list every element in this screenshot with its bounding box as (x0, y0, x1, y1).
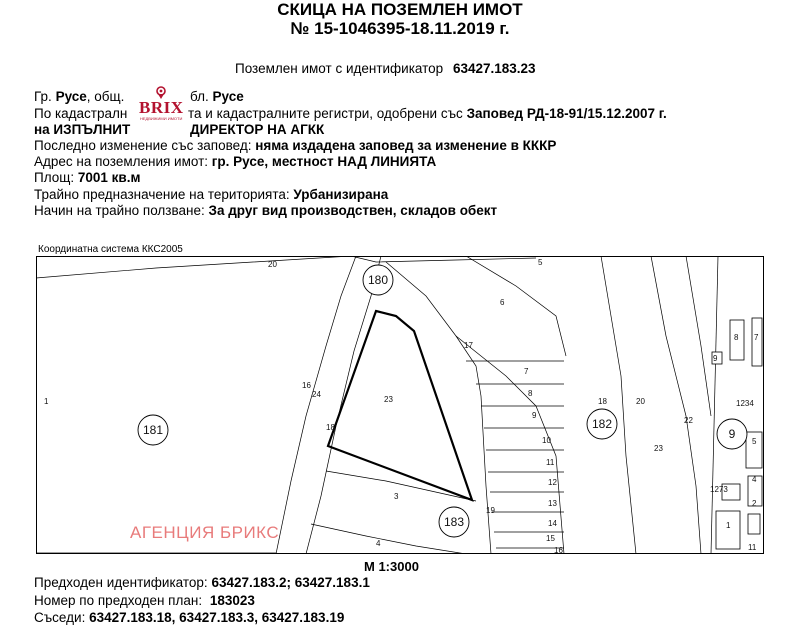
circle-label-183 (439, 507, 469, 537)
map-frame (37, 257, 764, 554)
parcel-label: 4 (376, 539, 381, 548)
info-line-region (190, 89, 244, 105)
document-number: № 15-1046395-18.11.2019 г. (290, 19, 510, 38)
info-line-last-change (34, 138, 556, 154)
last-change-label: Последно изменение със заповед: (34, 138, 252, 153)
info-line-director-b: ДИРЕКТОР НА АГКК (190, 122, 325, 137)
logo-subtext: НЕДВИЖИМИ ИМОТИ (140, 116, 183, 121)
parcel-label: 7 (754, 333, 759, 342)
info-line-purpose (34, 187, 388, 203)
previous-plan-label: Номер по предходен план: (34, 593, 203, 608)
parcel-label: 14 (548, 519, 557, 528)
coordinate-system-label: Координатна система ККС2005 (38, 244, 183, 255)
parcel-label: 1 (726, 521, 731, 530)
region-value: Русе (212, 89, 244, 104)
logo-text: BRIX (139, 98, 184, 117)
svg-text:9: 9 (728, 427, 736, 441)
address-label: Адрес на поземления имот: (34, 154, 209, 169)
info-line-area (34, 170, 140, 186)
parcel-label: 2 (752, 499, 757, 508)
previous-plan-line (34, 593, 255, 608)
parcel-label: 18 (598, 397, 607, 406)
cadastral-order: Заповед РД-18-91/15.12.2007 г. (466, 106, 667, 121)
info-line-director-a: на ИЗПЪЛНИТ (34, 122, 131, 137)
info-line-cadastral-b (188, 106, 667, 122)
parcel-label: 11 (748, 543, 757, 552)
parcel-label: 9 (532, 411, 537, 420)
address-value: гр. Русе, местност НАД ЛИНИЯТА (211, 154, 437, 169)
parcel-label: 7 (524, 367, 529, 376)
cadastral-prefix: По кадастралн (34, 106, 128, 121)
brix-logo (136, 86, 188, 122)
map-scale: М 1:3000 (364, 559, 419, 574)
agency-watermark: АГЕНЦИЯ БРИКС (130, 523, 280, 542)
parcel-label: 15 (546, 534, 555, 543)
cadastral-text: та и кадастралните регистри, одобрени със (188, 106, 463, 121)
parcel-label: 12 (548, 478, 557, 487)
parcel-label: 20 (268, 260, 277, 269)
parcel-label: 23 (654, 444, 663, 453)
info-line-usage (34, 203, 497, 219)
usage-value: За друг вид производствен, складов обект (208, 203, 498, 218)
circle-label-182 (587, 409, 617, 439)
purpose-label: Трайно предназначение на територията: (34, 187, 290, 202)
neighbors-value: 63427.183.18, 63427.183.3, 63427.183.19 (89, 610, 345, 625)
parcel-label: 8 (734, 333, 739, 342)
previous-plan-value: 183023 (209, 593, 255, 608)
parcel-label: 10 (542, 436, 551, 445)
svg-text:180: 180 (367, 273, 389, 287)
identifier-label: Поземлен имот с идентификатор (235, 61, 444, 76)
parcel-label: 13 (548, 499, 557, 508)
cadastral-map (36, 256, 764, 554)
usage-label: Начин на трайно ползване: (34, 203, 205, 218)
purpose-value: Урбанизирана (293, 187, 389, 202)
previous-identifier-line (34, 575, 370, 590)
info-line-city (34, 89, 124, 105)
circle-label-180 (363, 265, 393, 295)
previous-identifier-value: 63427.183.2; 63427.183.1 (211, 575, 370, 590)
svg-text:181: 181 (142, 423, 164, 437)
parcel-label: 8 (528, 389, 533, 398)
parcel-label: 6 (500, 298, 505, 307)
parcel-label: 16 (302, 381, 311, 390)
parcel-label: 1 (44, 397, 49, 406)
circle-label-181 (138, 415, 168, 445)
area-value: 7001 кв.м (77, 170, 141, 185)
identifier-line (235, 61, 536, 76)
parcel-label: 9 (713, 354, 718, 363)
parcel-label: 16 (554, 546, 563, 554)
city-prefix: Гр. (34, 89, 52, 104)
parcel-label: 1234 (736, 399, 754, 408)
previous-identifier-label: Предходен идентификатор: (34, 575, 208, 590)
svg-text:182: 182 (591, 417, 613, 431)
parcel-label: 19 (486, 506, 495, 515)
circle-label-9 (717, 419, 747, 449)
parcel-label: 18 (326, 423, 335, 432)
parcel-label: 24 (312, 390, 321, 399)
parcel-label: 4 (752, 475, 757, 484)
parcel-label: 22 (684, 416, 693, 425)
svg-text:183: 183 (443, 515, 465, 529)
parcel-label: 20 (636, 397, 645, 406)
municipality-prefix: , общ. (86, 89, 125, 104)
last-change-value: няма издадена заповед за изменение в КККР (255, 138, 557, 153)
area-label: Площ: (34, 170, 75, 185)
parcel-label: 5 (752, 437, 757, 446)
neighbors-label: Съседи: (34, 610, 86, 625)
region-prefix: бл. (190, 89, 209, 104)
parcel-label: 11 (546, 458, 555, 467)
info-line-cadastral-a (34, 106, 127, 122)
parcel-label: 3 (394, 492, 399, 501)
parcel-label: 1273 (710, 485, 728, 494)
parcel-label: 5 (538, 258, 543, 267)
document-title: СКИЦА НА ПОЗЕМЛЕН ИМОТ (277, 0, 523, 19)
identifier-value: 63427.183.23 (452, 61, 536, 76)
info-line-address (34, 154, 436, 170)
city-value: Русе (55, 89, 87, 104)
parcel-label: 17 (464, 341, 473, 350)
neighbors-line (34, 610, 344, 625)
parcel-label: 23 (384, 395, 393, 404)
